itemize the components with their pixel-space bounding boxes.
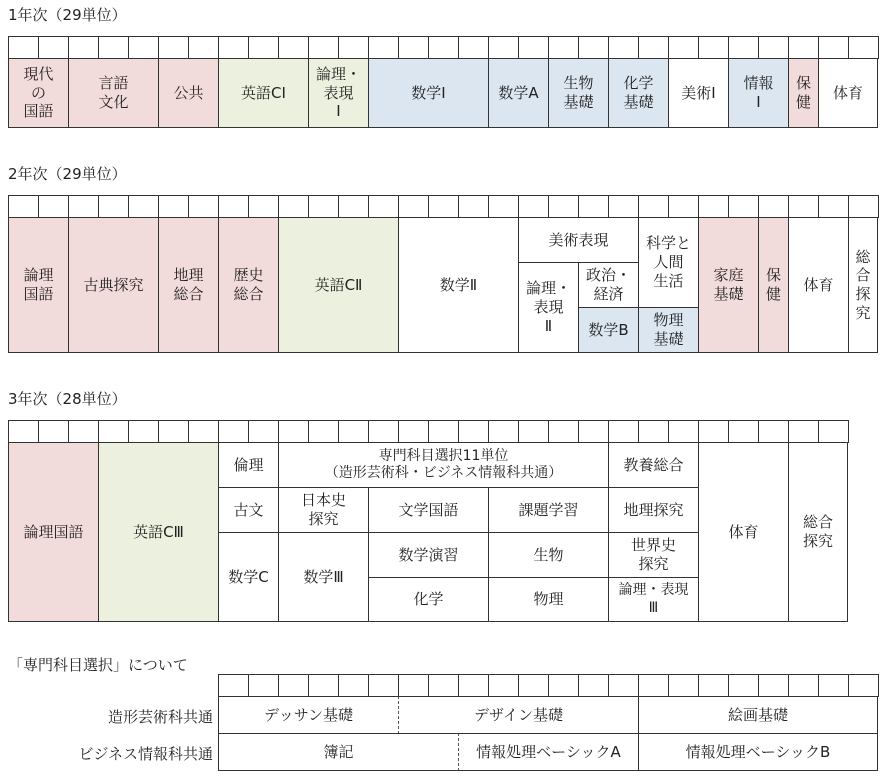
- year3-cell: 英語CⅢ: [98, 442, 219, 622]
- unit-box: [428, 195, 459, 218]
- unit-box: [308, 195, 339, 218]
- year2-cell: 数学B: [578, 307, 639, 353]
- year2-cell: 歴史 総合: [218, 217, 279, 353]
- year3-cell: 日本史 探究: [278, 487, 369, 533]
- unit-box: [488, 674, 519, 697]
- senmon-row-label: 造形芸術科共通: [107, 708, 213, 726]
- unit-box: [458, 674, 489, 697]
- unit-box: [248, 420, 279, 443]
- unit-box: [788, 420, 819, 443]
- year3-cell: 古文: [218, 487, 279, 533]
- year1-cell: 保 健: [788, 58, 819, 128]
- year3-cell: 論理・表現 Ⅲ: [608, 577, 699, 622]
- unit-box: [368, 420, 399, 443]
- year2-title: 2年次（29単位）: [8, 165, 127, 183]
- year2-cell: 科学と 人間 生活: [638, 217, 699, 308]
- year3-cell: 化学: [368, 577, 489, 622]
- year2-cell: 美術表現: [518, 217, 639, 263]
- unit-box: [218, 36, 249, 59]
- unit-box: [728, 674, 759, 697]
- year2-cell: 数学Ⅱ: [398, 217, 519, 353]
- year1-cell: 生物 基礎: [548, 58, 609, 128]
- unit-box: [548, 36, 579, 59]
- unit-box: [638, 36, 669, 59]
- unit-box: [698, 195, 729, 218]
- unit-box: [728, 420, 759, 443]
- unit-box: [578, 420, 609, 443]
- unit-box: [488, 195, 519, 218]
- senmon-cell: 情報処理ベーシックA: [458, 733, 639, 771]
- unit-box: [278, 195, 309, 218]
- unit-box: [338, 195, 369, 218]
- unit-box: [188, 195, 219, 218]
- unit-box: [308, 36, 339, 59]
- unit-box: [608, 420, 639, 443]
- unit-box: [218, 420, 249, 443]
- unit-box: [698, 36, 729, 59]
- unit-box: [698, 674, 729, 697]
- unit-box: [788, 674, 819, 697]
- unit-box: [488, 420, 519, 443]
- year3-cell: 数学C: [218, 532, 279, 622]
- unit-box: [458, 420, 489, 443]
- unit-box: [278, 36, 309, 59]
- year1-cell: 化学 基礎: [608, 58, 669, 128]
- year2-cell: 古典探究: [68, 217, 159, 353]
- senmon-title: 「専門科目選択」について: [8, 656, 188, 674]
- year2-cell: 英語CⅡ: [278, 217, 399, 353]
- unit-box: [608, 195, 639, 218]
- year2-cell: 論理・ 表現 Ⅱ: [518, 262, 579, 353]
- unit-box: [68, 36, 99, 59]
- unit-box: [368, 195, 399, 218]
- unit-box: [8, 36, 39, 59]
- year1-cell: 公共: [158, 58, 219, 128]
- unit-box: [128, 36, 159, 59]
- year3-cell: 教養総合: [608, 442, 699, 488]
- year3-cell: 専門科目選択11単位 （造形芸術科・ビジネス情報科共通）: [278, 442, 609, 488]
- senmon-cell: 簿記: [218, 733, 459, 771]
- unit-box: [758, 36, 789, 59]
- unit-box: [278, 674, 309, 697]
- unit-box: [728, 36, 759, 59]
- unit-box: [578, 36, 609, 59]
- year2-cell: 物理 基礎: [638, 307, 699, 353]
- year1-cell: 情報 Ⅰ: [728, 58, 789, 128]
- unit-box: [758, 420, 789, 443]
- unit-box: [398, 674, 429, 697]
- unit-box: [68, 420, 99, 443]
- unit-box: [818, 420, 849, 443]
- unit-box: [38, 36, 69, 59]
- year2-cell: 地理 総合: [158, 217, 219, 353]
- year3-cell: 世界史 探究: [608, 532, 699, 578]
- unit-box: [518, 36, 549, 59]
- year2-cell: 家庭 基礎: [698, 217, 759, 353]
- unit-box: [128, 195, 159, 218]
- unit-box: [638, 195, 669, 218]
- year3-cell: 生物: [488, 532, 609, 578]
- year1-cell: 論理・ 表現 Ⅰ: [308, 58, 369, 128]
- year3-cell: 課題学習: [488, 487, 609, 533]
- unit-box: [68, 195, 99, 218]
- year1-cell: 体育: [818, 58, 878, 128]
- unit-box: [668, 195, 699, 218]
- unit-box: [518, 195, 549, 218]
- year1-cell: 数学A: [488, 58, 549, 128]
- unit-box: [158, 36, 189, 59]
- unit-box: [578, 195, 609, 218]
- unit-box: [608, 36, 639, 59]
- unit-box: [98, 420, 129, 443]
- year1-cell: 英語CⅠ: [218, 58, 309, 128]
- unit-box: [8, 420, 39, 443]
- unit-box: [668, 674, 699, 697]
- unit-box: [338, 420, 369, 443]
- unit-box: [428, 36, 459, 59]
- unit-box: [758, 674, 789, 697]
- unit-box: [518, 420, 549, 443]
- unit-box: [698, 420, 729, 443]
- senmon-cell: デッサン基礎: [218, 696, 399, 734]
- unit-box: [638, 420, 669, 443]
- unit-box: [98, 36, 129, 59]
- year3-cell: 倫理: [218, 442, 279, 488]
- year3-cell: 物理: [488, 577, 609, 622]
- unit-box: [188, 36, 219, 59]
- year3-cell: 地理探究: [608, 487, 699, 533]
- year3-cell: 文学国語: [368, 487, 489, 533]
- senmon-row-label: ビジネス情報科共通: [78, 745, 213, 763]
- unit-box: [668, 36, 699, 59]
- unit-box: [248, 36, 279, 59]
- unit-box: [848, 195, 879, 218]
- year1-cell: 美術Ⅰ: [668, 58, 729, 128]
- unit-box: [548, 420, 579, 443]
- unit-box: [788, 36, 819, 59]
- unit-box: [848, 36, 879, 59]
- unit-box: [458, 195, 489, 218]
- unit-box: [818, 195, 849, 218]
- unit-box: [758, 195, 789, 218]
- unit-box: [638, 674, 669, 697]
- year2-cell: 総合 探究: [848, 217, 878, 353]
- unit-box: [458, 36, 489, 59]
- unit-box: [218, 674, 249, 697]
- unit-box: [308, 674, 339, 697]
- unit-box: [368, 674, 399, 697]
- unit-box: [248, 195, 279, 218]
- unit-box: [608, 674, 639, 697]
- year3-cell: 総合 探究: [788, 442, 848, 622]
- unit-box: [818, 674, 849, 697]
- year3-cell: 論理国語: [8, 442, 99, 622]
- unit-box: [248, 674, 279, 697]
- year1-title: 1年次（29単位）: [8, 6, 127, 24]
- unit-box: [488, 36, 519, 59]
- unit-box: [398, 195, 429, 218]
- unit-box: [518, 674, 549, 697]
- unit-box: [668, 420, 699, 443]
- unit-box: [8, 195, 39, 218]
- unit-box: [398, 36, 429, 59]
- unit-box: [788, 195, 819, 218]
- year3-cell: 数学Ⅲ: [278, 532, 369, 622]
- unit-box: [218, 195, 249, 218]
- year2-cell: 政治・ 経済: [578, 262, 639, 308]
- year3-cell: 数学演習: [368, 532, 489, 578]
- unit-box: [128, 420, 159, 443]
- unit-box: [158, 195, 189, 218]
- unit-box: [578, 674, 609, 697]
- year3-cell: 体育: [698, 442, 789, 622]
- unit-box: [278, 420, 309, 443]
- senmon-cell: 情報処理ベーシックB: [638, 733, 878, 771]
- unit-box: [818, 36, 849, 59]
- unit-box: [338, 674, 369, 697]
- unit-box: [848, 674, 879, 697]
- unit-box: [428, 674, 459, 697]
- year1-cell: 数学Ⅰ: [368, 58, 489, 128]
- unit-box: [398, 420, 429, 443]
- year1-cell: 言語 文化: [68, 58, 159, 128]
- unit-box: [548, 195, 579, 218]
- senmon-cell: デザイン基礎: [398, 696, 639, 734]
- year2-cell: 保 健: [758, 217, 789, 353]
- unit-box: [158, 420, 189, 443]
- year2-cell: 体育: [788, 217, 849, 353]
- unit-box: [308, 420, 339, 443]
- unit-box: [728, 195, 759, 218]
- unit-box: [38, 420, 69, 443]
- year3-title: 3年次（28単位）: [8, 390, 127, 408]
- unit-box: [98, 195, 129, 218]
- unit-box: [368, 36, 399, 59]
- unit-box: [428, 420, 459, 443]
- senmon-cell: 絵画基礎: [638, 696, 878, 734]
- unit-box: [338, 36, 369, 59]
- unit-box: [38, 195, 69, 218]
- unit-box: [548, 674, 579, 697]
- year1-cell: 現代 の 国語: [8, 58, 69, 128]
- unit-box: [188, 420, 219, 443]
- year2-cell: 論理 国語: [8, 217, 69, 353]
